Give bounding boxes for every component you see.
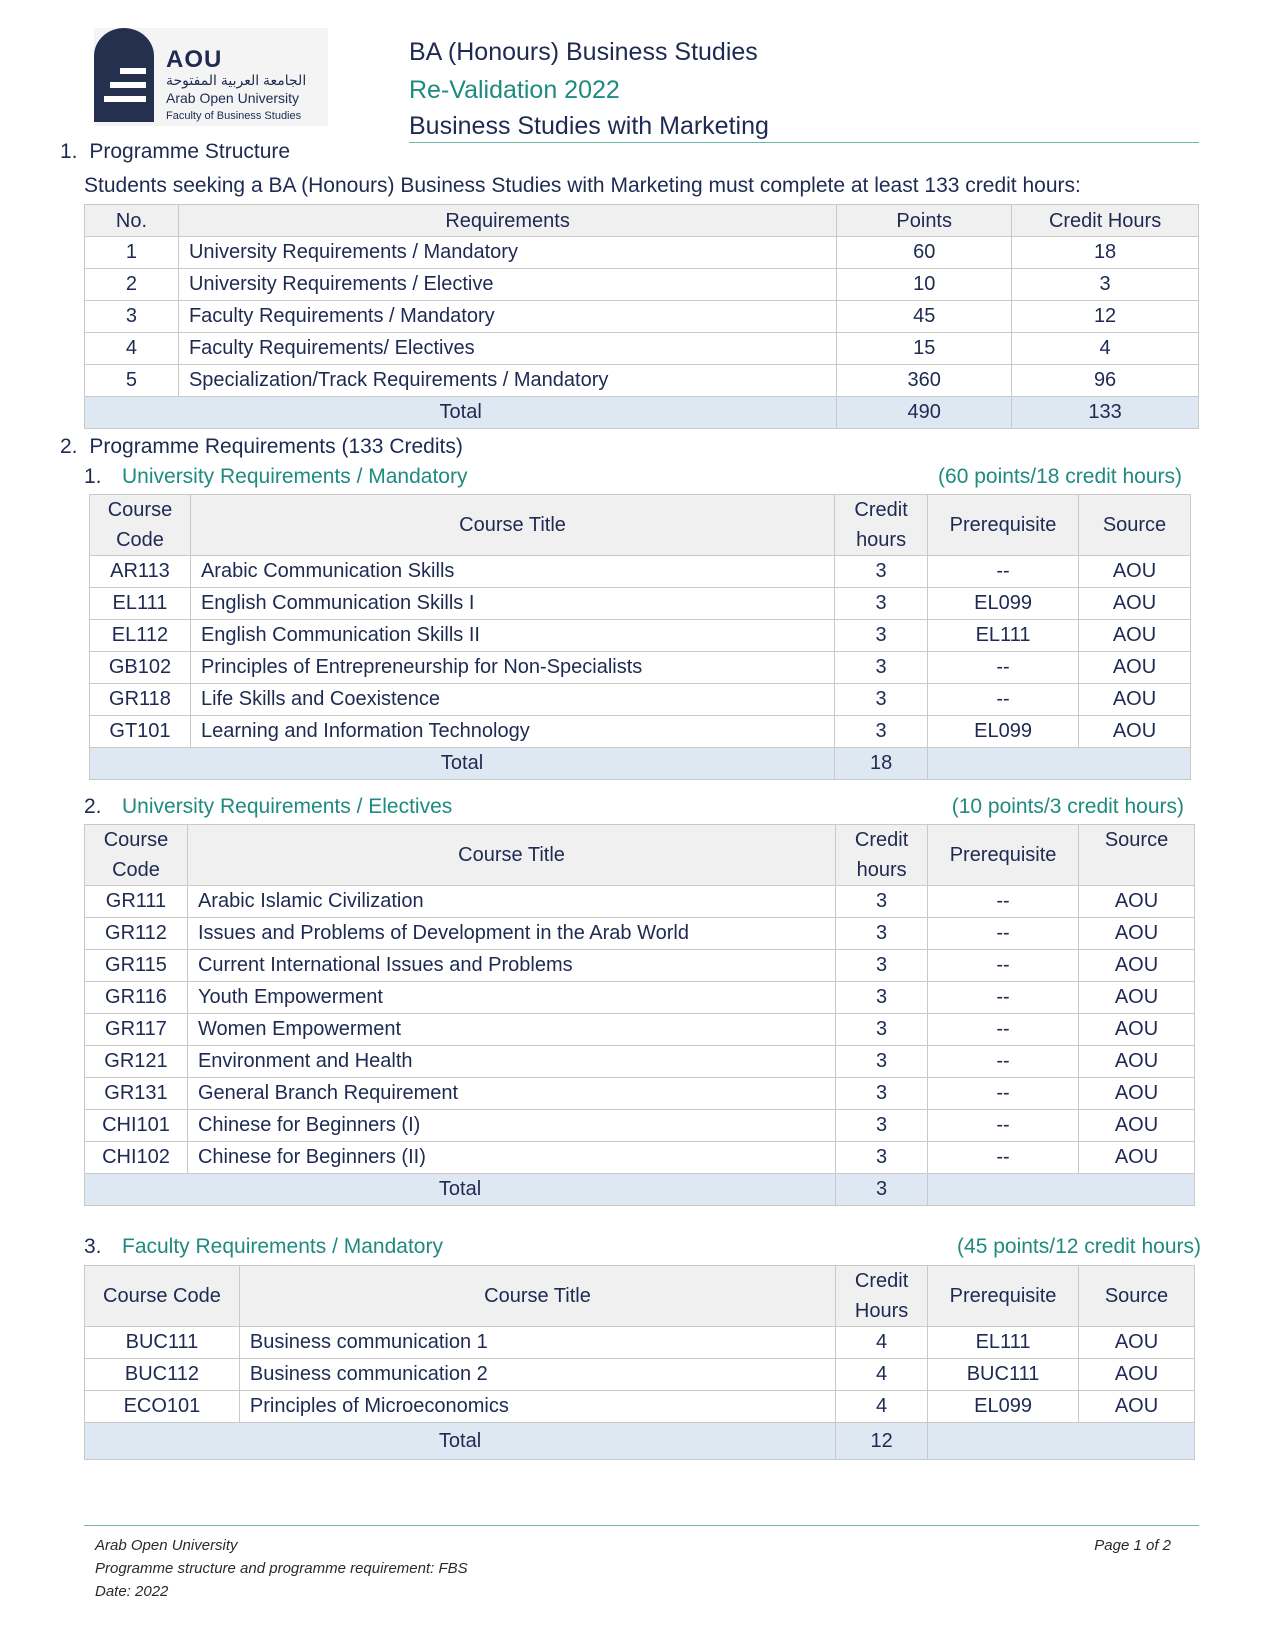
subsection-3-summary: (45 points/12 credit hours) xyxy=(957,1235,1201,1258)
row-number: 2 xyxy=(85,269,179,301)
university-mandatory-table xyxy=(89,494,1191,780)
subsection-2-summary: (10 points/3 credit hours) xyxy=(951,795,1184,818)
credit-hours: 3 xyxy=(835,556,928,588)
document-subtitle: Re-Validation 2022 xyxy=(409,76,620,104)
source: AOU xyxy=(1079,716,1191,748)
subsection-3-number: 3. xyxy=(84,1235,102,1258)
requirement-name: University Requirements / Mandatory xyxy=(178,237,836,269)
credit-hours: 3 xyxy=(835,716,928,748)
course-title: English Communication Skills II xyxy=(190,620,834,652)
course-title: Chinese for Beginners (I) xyxy=(187,1110,835,1142)
row-number: 4 xyxy=(85,333,179,365)
prerequisite: EL099 xyxy=(928,716,1079,748)
table-row xyxy=(85,1110,1195,1142)
course-code: GR118 xyxy=(90,684,191,716)
total-row xyxy=(85,1423,1195,1460)
total-credit-hours: 18 xyxy=(835,748,928,780)
total-empty-cell xyxy=(928,1174,1195,1206)
requirement-name: Specialization/Track Requirements / Mandatory xyxy=(178,365,836,397)
points-cell: 60 xyxy=(837,237,1012,269)
source: AOU xyxy=(1079,1142,1195,1174)
table-row xyxy=(85,886,1195,918)
total-credit-hours: 12 xyxy=(836,1423,928,1460)
table-row xyxy=(85,1078,1195,1110)
credit-hours: 3 xyxy=(836,918,928,950)
points-cell: 360 xyxy=(837,365,1012,397)
table-header-row xyxy=(90,495,1191,556)
prerequisite: BUC111 xyxy=(928,1359,1079,1391)
table-row xyxy=(85,1142,1195,1174)
course-code: BUC111 xyxy=(85,1327,240,1359)
column-header: Credit hours xyxy=(836,825,928,886)
footer-university: Arab Open University xyxy=(95,1537,238,1554)
table-row xyxy=(85,1046,1195,1078)
table-row xyxy=(85,1327,1195,1359)
course-title: Issues and Problems of Development in the Arab World xyxy=(187,918,835,950)
credit-hours-cell: 96 xyxy=(1012,365,1199,397)
source: AOU xyxy=(1079,1078,1195,1110)
points-cell: 15 xyxy=(837,333,1012,365)
subsection-3-title: Faculty Requirements / Mandatory xyxy=(122,1235,443,1258)
credit-hours: 3 xyxy=(836,1142,928,1174)
table-row xyxy=(85,918,1195,950)
column-header: Prerequisite xyxy=(928,495,1079,556)
course-code: GR117 xyxy=(85,1014,188,1046)
course-code: GR111 xyxy=(85,886,188,918)
total-row xyxy=(90,748,1191,780)
subsection-1-heading xyxy=(84,465,467,489)
source: AOU xyxy=(1079,1327,1195,1359)
source: AOU xyxy=(1079,620,1191,652)
course-title: Learning and Information Technology xyxy=(190,716,834,748)
subsection-2-title: University Requirements / Electives xyxy=(122,795,453,818)
logo-english-name: Arab Open University xyxy=(166,90,300,106)
course-title: Current International Issues and Problems xyxy=(187,950,835,982)
source: AOU xyxy=(1079,556,1191,588)
table-row xyxy=(85,237,1199,269)
row-number: 5 xyxy=(85,365,179,397)
course-title: Life Skills and Coexistence xyxy=(190,684,834,716)
section-1-number: 1. xyxy=(60,140,78,163)
table-header-row xyxy=(85,1266,1195,1327)
credit-hours: 3 xyxy=(836,886,928,918)
course-code: CHI102 xyxy=(85,1142,188,1174)
prerequisite: EL099 xyxy=(928,588,1079,620)
total-label: Total xyxy=(85,1174,836,1206)
source: AOU xyxy=(1079,982,1195,1014)
course-code: GR112 xyxy=(85,918,188,950)
prerequisite: -- xyxy=(928,918,1079,950)
prerequisite: -- xyxy=(928,1078,1079,1110)
table-row xyxy=(90,652,1191,684)
table-row xyxy=(90,620,1191,652)
column-header: Source xyxy=(1079,1266,1195,1327)
column-header: Source xyxy=(1079,495,1191,556)
column-header: Credit Hours xyxy=(1012,205,1199,237)
course-code: GR121 xyxy=(85,1046,188,1078)
prerequisite: -- xyxy=(928,1142,1079,1174)
table-row xyxy=(90,716,1191,748)
footer-date: Date: 2022 xyxy=(95,1583,169,1600)
credit-hours: 3 xyxy=(836,1110,928,1142)
column-header: Course Title xyxy=(190,495,834,556)
source: AOU xyxy=(1079,918,1195,950)
column-header: Points xyxy=(837,205,1012,237)
credit-hours-cell: 4 xyxy=(1012,333,1199,365)
course-title: Arabic Communication Skills xyxy=(190,556,834,588)
footer-page-number: Page 1 of 2 xyxy=(1094,1537,1171,1554)
footer-document: Programme structure and programme requirement: FBS xyxy=(95,1560,468,1577)
subsection-2-number: 2. xyxy=(84,795,102,818)
total-row xyxy=(85,1174,1195,1206)
prerequisite: EL111 xyxy=(928,620,1079,652)
column-header: No. xyxy=(85,205,179,237)
total-points: 490 xyxy=(837,397,1012,429)
course-code: GR131 xyxy=(85,1078,188,1110)
table-row xyxy=(85,1359,1195,1391)
course-code: EL111 xyxy=(90,588,191,620)
table-row xyxy=(90,684,1191,716)
course-title: Business communication 2 xyxy=(239,1359,835,1391)
column-header: Source xyxy=(1079,825,1195,886)
column-header: Course Title xyxy=(187,825,835,886)
prerequisite: -- xyxy=(928,1046,1079,1078)
logo-faculty: Faculty of Business Studies xyxy=(166,110,302,122)
credit-hours: 3 xyxy=(836,1014,928,1046)
subsection-2-heading xyxy=(84,795,452,819)
course-code: GR115 xyxy=(85,950,188,982)
table-header-row xyxy=(85,825,1195,886)
course-title: English Communication Skills I xyxy=(190,588,834,620)
header-divider xyxy=(409,142,1199,143)
course-title: Environment and Health xyxy=(187,1046,835,1078)
prerequisite: -- xyxy=(928,950,1079,982)
credit-hours: 3 xyxy=(835,684,928,716)
prerequisite: EL099 xyxy=(928,1391,1079,1423)
course-title: Principles of Entrepreneurship for Non-Specialists xyxy=(190,652,834,684)
credit-hours-cell: 18 xyxy=(1012,237,1199,269)
total-label: Total xyxy=(90,748,835,780)
course-title: Principles of Microeconomics xyxy=(239,1391,835,1423)
credit-hours: 4 xyxy=(836,1391,928,1423)
course-code: BUC112 xyxy=(85,1359,240,1391)
table-row xyxy=(85,1391,1195,1423)
source: AOU xyxy=(1079,1359,1195,1391)
total-label: Total xyxy=(85,397,837,429)
column-header: Course Title xyxy=(239,1266,835,1327)
credit-hours-cell: 12 xyxy=(1012,301,1199,333)
logo-arabic-name: الجامعة العربية المفتوحة xyxy=(166,72,307,88)
table-row xyxy=(85,333,1199,365)
source: AOU xyxy=(1079,1046,1195,1078)
source: AOU xyxy=(1079,886,1195,918)
table-row xyxy=(90,556,1191,588)
faculty-mandatory-table xyxy=(84,1265,1195,1460)
credit-hours: 4 xyxy=(836,1327,928,1359)
row-number: 1 xyxy=(85,237,179,269)
course-code: GT101 xyxy=(90,716,191,748)
column-header: Credit Hours xyxy=(836,1266,928,1327)
source: AOU xyxy=(1079,1110,1195,1142)
section-1-title: Programme Structure xyxy=(89,140,291,163)
credit-hours: 3 xyxy=(836,982,928,1014)
course-code: CHI101 xyxy=(85,1110,188,1142)
column-header: Prerequisite xyxy=(928,825,1079,886)
course-title: Arabic Islamic Civilization xyxy=(187,886,835,918)
credit-hours: 4 xyxy=(836,1359,928,1391)
subsection-1-number: 1. xyxy=(84,465,102,488)
university-electives-table xyxy=(84,824,1195,1206)
points-cell: 45 xyxy=(837,301,1012,333)
programme-structure-table xyxy=(84,204,1199,429)
prerequisite: -- xyxy=(928,982,1079,1014)
table-row xyxy=(85,365,1199,397)
requirement-name: University Requirements / Elective xyxy=(178,269,836,301)
subsection-1-summary: (60 points/18 credit hours) xyxy=(938,465,1182,488)
total-credits: 133 xyxy=(1012,397,1199,429)
section-2-number: 2. xyxy=(60,435,78,458)
source: AOU xyxy=(1079,1014,1195,1046)
column-header: Credit hours xyxy=(835,495,928,556)
credit-hours: 3 xyxy=(835,588,928,620)
total-row xyxy=(85,397,1199,429)
prerequisite: -- xyxy=(928,652,1079,684)
aou-logo xyxy=(94,28,328,126)
subsection-3-heading xyxy=(84,1235,443,1259)
course-title: Women Empowerment xyxy=(187,1014,835,1046)
course-code: GR116 xyxy=(85,982,188,1014)
source: AOU xyxy=(1079,950,1195,982)
source: AOU xyxy=(1079,1391,1195,1423)
course-title: General Branch Requirement xyxy=(187,1078,835,1110)
course-title: Business communication 1 xyxy=(239,1327,835,1359)
course-code: GB102 xyxy=(90,652,191,684)
table-header-row xyxy=(85,205,1199,237)
source: AOU xyxy=(1079,684,1191,716)
section-2-heading xyxy=(60,435,463,459)
aou-logo-mark-icon xyxy=(94,28,154,122)
credit-hours: 3 xyxy=(835,652,928,684)
prerequisite: -- xyxy=(928,886,1079,918)
footer-divider xyxy=(84,1525,1199,1526)
section-2-title: Programme Requirements (133 Credits) xyxy=(89,435,463,458)
table-row xyxy=(85,982,1195,1014)
credit-hours: 3 xyxy=(836,1078,928,1110)
course-title: Chinese for Beginners (II) xyxy=(187,1142,835,1174)
column-header: Course Code xyxy=(90,495,191,556)
total-empty-cell xyxy=(928,1423,1195,1460)
document-title: BA (Honours) Business Studies xyxy=(409,38,758,66)
prerequisite: -- xyxy=(928,1110,1079,1142)
table-row xyxy=(85,269,1199,301)
table-row xyxy=(85,950,1195,982)
requirement-name: Faculty Requirements/ Electives xyxy=(178,333,836,365)
section-1-intro: Students seeking a BA (Honours) Business Studies with Marketing must complete at least 133 credit hours: xyxy=(84,174,1081,197)
column-header: Prerequisite xyxy=(928,1266,1079,1327)
credit-hours: 3 xyxy=(835,620,928,652)
source: AOU xyxy=(1079,652,1191,684)
row-number: 3 xyxy=(85,301,179,333)
table-row xyxy=(90,588,1191,620)
total-empty-cell xyxy=(928,748,1191,780)
prerequisite: EL111 xyxy=(928,1327,1079,1359)
column-header: Requirements xyxy=(178,205,836,237)
course-code: AR113 xyxy=(90,556,191,588)
credit-hours: 3 xyxy=(836,1046,928,1078)
source: AOU xyxy=(1079,588,1191,620)
logo-abbreviation: AOU xyxy=(166,46,223,73)
subsection-1-title: University Requirements / Mandatory xyxy=(122,465,468,488)
course-code: EL112 xyxy=(90,620,191,652)
document-track: Business Studies with Marketing xyxy=(409,112,769,140)
requirement-name: Faculty Requirements / Mandatory xyxy=(178,301,836,333)
prerequisite: -- xyxy=(928,556,1079,588)
total-credit-hours: 3 xyxy=(836,1174,928,1206)
credit-hours: 3 xyxy=(836,950,928,982)
course-code: ECO101 xyxy=(85,1391,240,1423)
table-row xyxy=(85,301,1199,333)
points-cell: 10 xyxy=(837,269,1012,301)
prerequisite: -- xyxy=(928,684,1079,716)
column-header: Course Code xyxy=(85,825,188,886)
column-header: Course Code xyxy=(85,1266,240,1327)
total-label: Total xyxy=(85,1423,836,1460)
section-1-heading xyxy=(60,140,290,164)
prerequisite: -- xyxy=(928,1014,1079,1046)
course-title: Youth Empowerment xyxy=(187,982,835,1014)
credit-hours-cell: 3 xyxy=(1012,269,1199,301)
table-row xyxy=(85,1014,1195,1046)
